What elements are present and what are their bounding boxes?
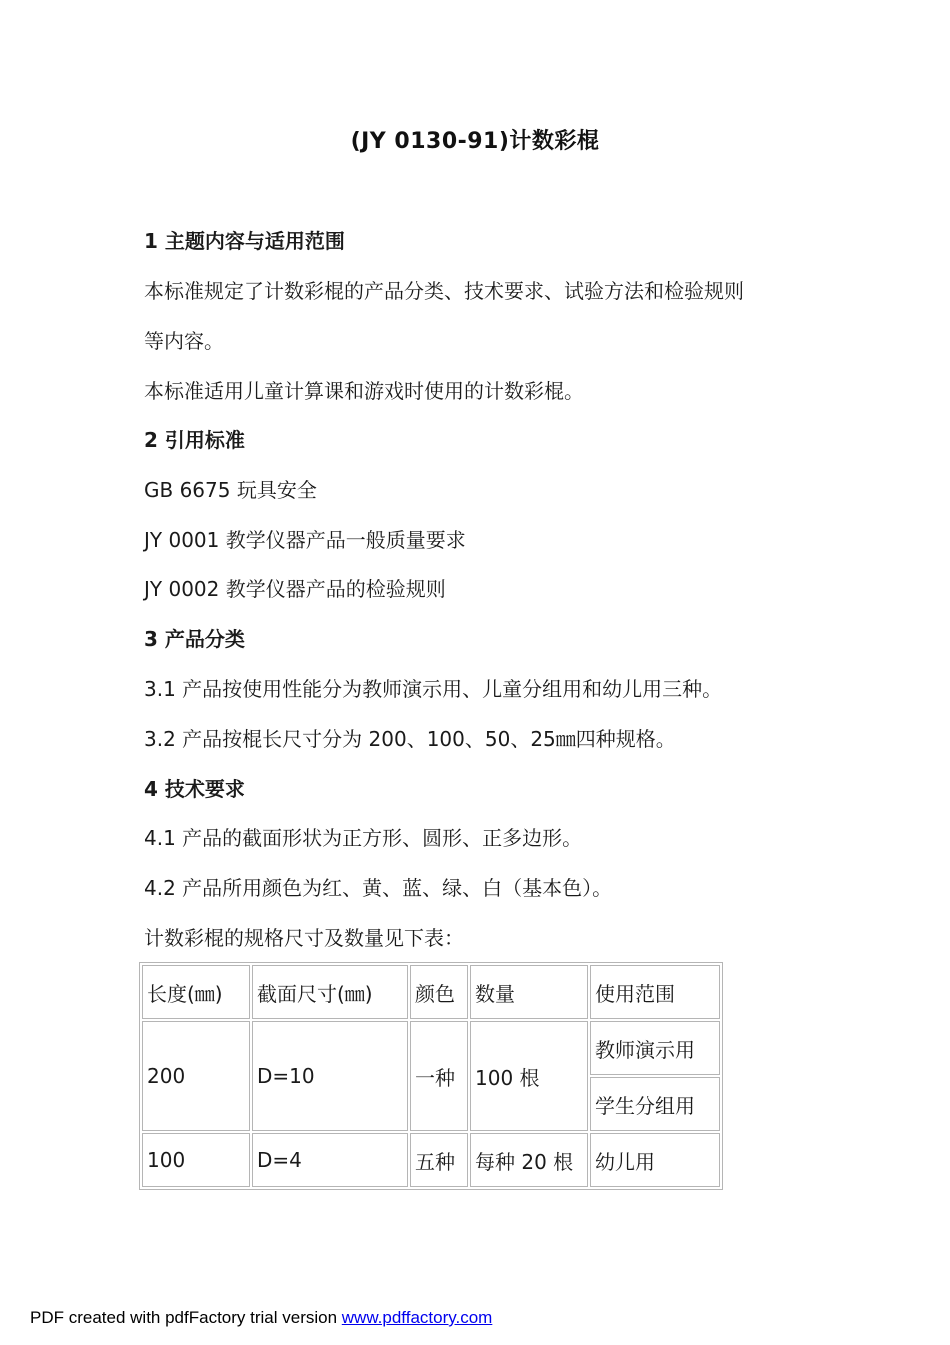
section-heading: 2 引用标准	[144, 428, 245, 452]
table-cell: D=10	[252, 1021, 408, 1131]
table-cell: 幼儿用	[590, 1133, 720, 1187]
table-row	[142, 1133, 720, 1187]
header-cell: 数量	[470, 965, 588, 1019]
paragraph-line: 本标准规定了计数彩棍的产品分类、技术要求、试验方法和检验规则	[144, 279, 744, 303]
header-cell: 颜色	[410, 965, 468, 1019]
table-cell: D=4	[252, 1133, 408, 1187]
paragraph-line: 3.1 产品按使用性能分为教师演示用、儿童分组用和幼儿用三种。	[144, 677, 723, 701]
paragraph-line: 3.2 产品按棍长尺寸分为 200、100、50、25㎜四种规格。	[144, 727, 676, 751]
spec-table	[139, 962, 723, 1190]
paragraph-line: 等内容。	[144, 329, 224, 353]
section-heading: 1 主题内容与适用范围	[144, 229, 345, 253]
paragraph-line: 本标准适用儿童计算课和游戏时使用的计数彩棍。	[144, 379, 584, 403]
paragraph-line: 4.2 产品所用颜色为红、黄、蓝、绿、白（基本色）。	[144, 876, 613, 900]
table-header-row	[142, 965, 720, 1019]
table-cell: 五种	[410, 1133, 468, 1187]
reference-line: JY 0002 教学仪器产品的检验规则	[144, 577, 446, 601]
reference-line: JY 0001 教学仪器产品一般质量要求	[144, 528, 466, 552]
paragraph-line: 计数彩棍的规格尺寸及数量见下表：	[144, 926, 464, 950]
header-cell: 使用范围	[590, 965, 720, 1019]
table-cell: 100	[142, 1133, 250, 1187]
section-heading: 3 产品分类	[144, 627, 245, 651]
table-row	[142, 1021, 720, 1075]
paragraph-line: 4.1 产品的截面形状为正方形、圆形、正多边形。	[144, 826, 583, 850]
section-heading: 4 技术要求	[144, 777, 245, 801]
table-cell: 每种 20 根	[470, 1133, 588, 1187]
header-cell: 长度(㎜)	[142, 965, 250, 1019]
table-cell: 学生分组用	[590, 1077, 720, 1131]
reference-line: GB 6675 玩具安全	[144, 478, 317, 502]
table-cell: 100 根	[470, 1021, 588, 1131]
table-cell: 200	[142, 1021, 250, 1131]
header-cell: 截面尺寸(㎜)	[252, 965, 408, 1019]
table-cell: 教师演示用	[590, 1021, 720, 1075]
pdffactory-link[interactable]: www.pdffactory.com	[341, 1308, 493, 1327]
table-cell: 一种	[410, 1021, 468, 1131]
footer-text: PDF created with pdfFactory trial version	[30, 1308, 342, 1327]
document-title: (JY 0130-91)计数彩棍	[350, 129, 600, 154]
pdf-footer	[30, 1308, 492, 1328]
